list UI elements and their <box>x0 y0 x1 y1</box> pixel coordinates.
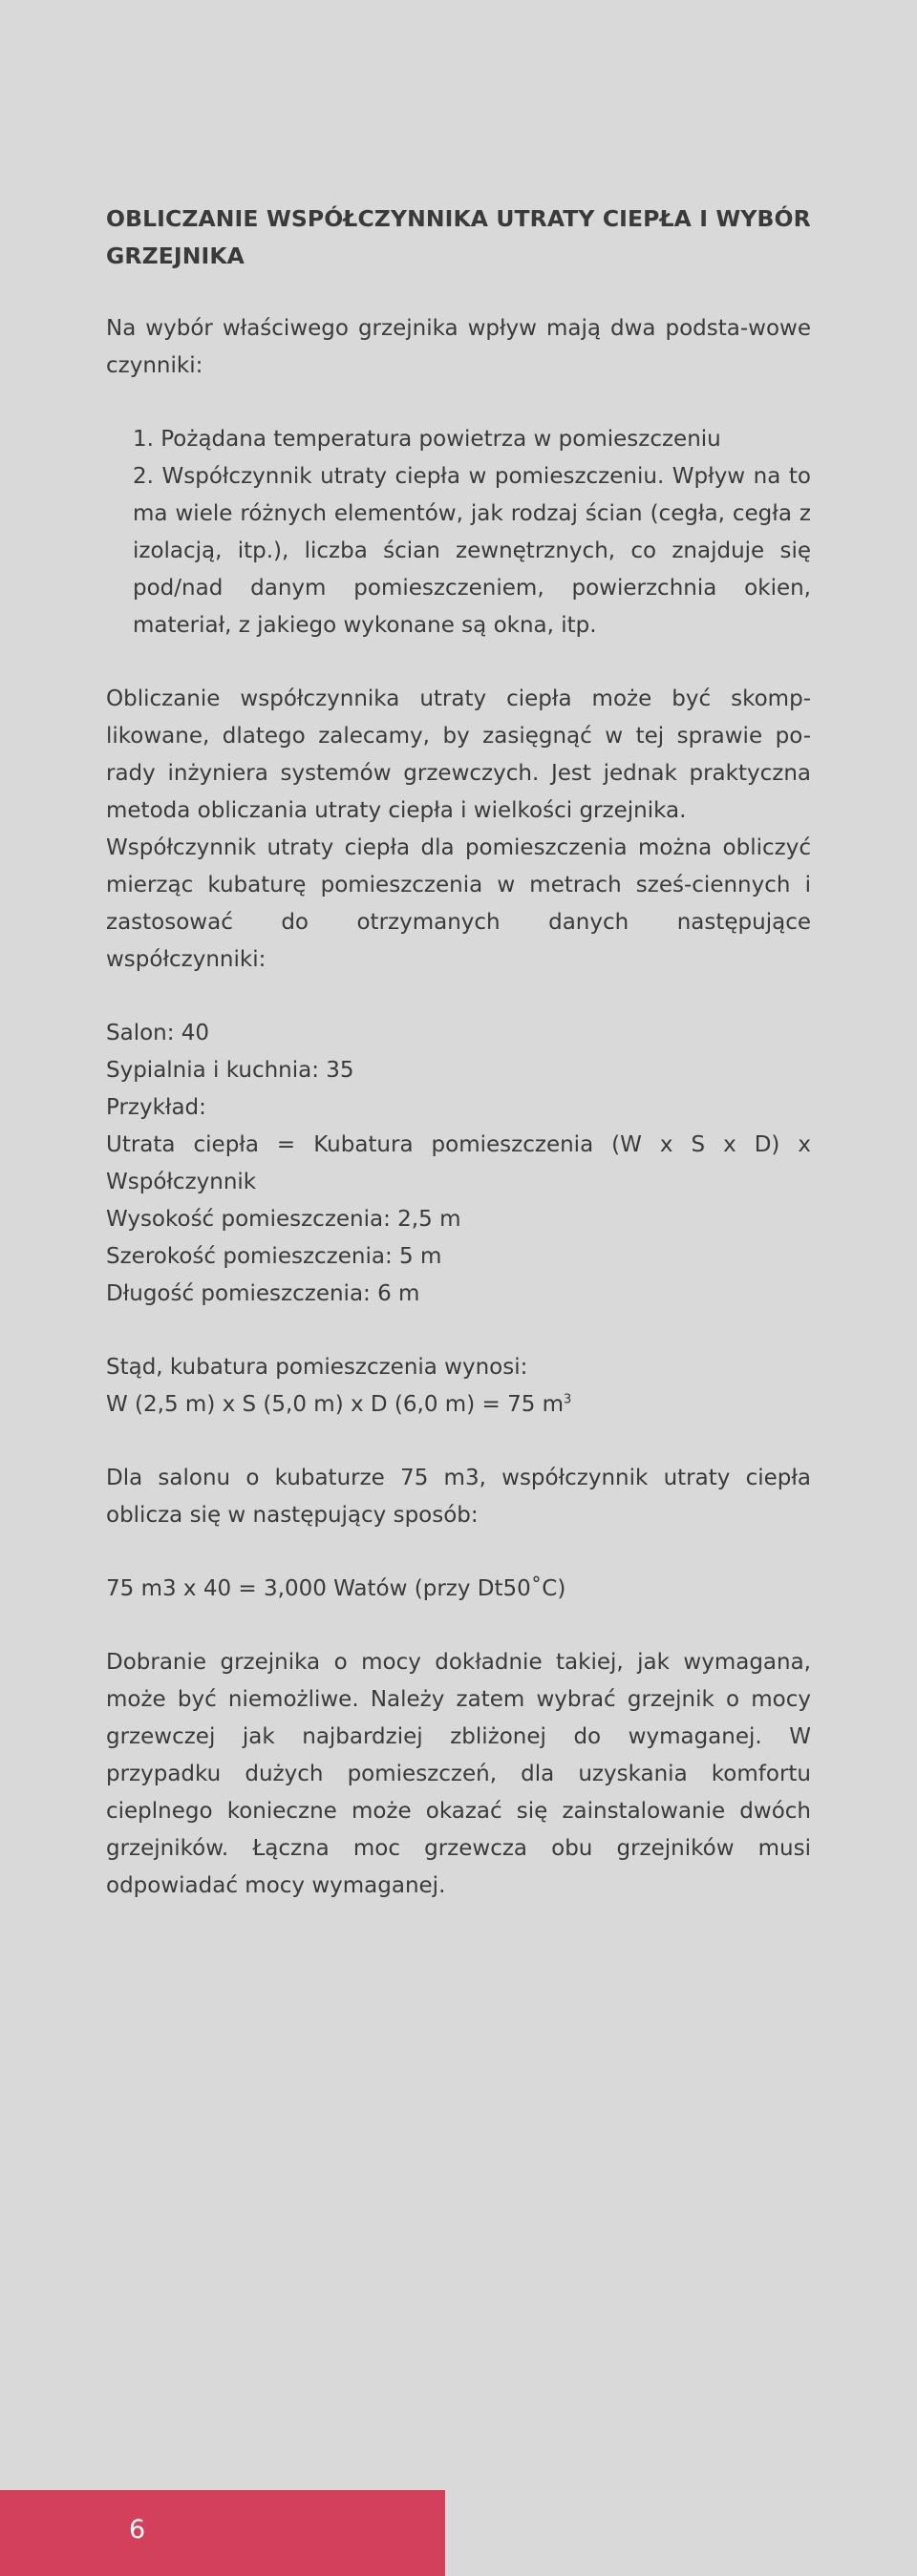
coefficients-list <box>106 1015 811 1313</box>
volume-exponent: 3 <box>564 1392 572 1407</box>
salon-result: 75 m3 x 40 = 3,000 Watów (przy Dt50˚C) <box>106 1576 566 1601</box>
factors-list <box>106 421 811 644</box>
volume-calculation <box>106 1386 811 1424</box>
factor-item-1: 1. Pożądana temperatura powietrza w pomieszczeniu <box>133 427 721 452</box>
salon-calc-paragraph: Dla salonu o kubaturze 75 m3, współczynnik utraty ciepła oblicza się w następujący sposób: <box>106 1466 811 1528</box>
page-title: OBLICZANIE WSPÓŁCZYNNIKA UTRATY CIEPŁA I WYBÓR GRZEJNIKA <box>106 205 811 269</box>
volume-calc-text: W (2,5 m) x S (5,0 m) x D (6,0 m) = 75 m <box>106 1392 565 1417</box>
volume-intro: Stąd, kubatura pomieszczenia wynosi: <box>106 1355 528 1380</box>
example-label: Przykład: <box>106 1095 206 1120</box>
factor-item-2: 2. Współczynnik utraty ciepła w pomieszczeniu. Wpływ na to ma wiele różnych elementów, jak rodzaj ścian (cegła, cegła z izolacją, itp.), liczba ścian zewnętrznych, co znajduje się pod/nad danym pomieszczeniem, powierzchnia okien, materiał, z jakiego wykonane są okna, itp. <box>133 464 811 638</box>
coefficient-salon: Salon: 40 <box>106 1021 210 1045</box>
page-number: 6 <box>129 2515 146 2544</box>
conclusion-paragraph: Dobranie grzejnika o mocy dokładnie takiej, jak wymagana, może być niemożliwe. Należy zatem wybrać grzejnik o mocy grzewczej jak najbardziej zbliżonej do wymaganej. W przypadku dużych pomieszczeń, dla uzyskania komfortu cieplnego konieczne może okazać się zainstalowanie dwóch grzejników. Łączna moc grzewcza obu grzejników musi odpowiadać mocy wymaganej. <box>106 1650 811 1898</box>
room-height: Wysokość pomieszczenia: 2,5 m <box>106 1207 461 1232</box>
volume-block <box>106 1349 811 1424</box>
coefficient-bedroom-kitchen: Sypialnia i kuchnia: 35 <box>106 1058 354 1083</box>
room-length: Długość pomieszczenia: 6 m <box>106 1281 420 1306</box>
calc-paragraph: Obliczanie współczynnika utraty ciepła może być skomp-likowane, dlatego zalecamy, by zasięgnąć w tej sprawie po-rady inżyniera systemów grzewczych. Jest jednak praktyczna metoda obliczania utraty ciepła i wielkości grzejnika. <box>106 686 811 823</box>
heat-loss-formula: Utrata ciepła = Kubatura pomieszczenia (W x S x D) x Współczynnik <box>106 1132 811 1194</box>
intro-paragraph: Na wybór właściwego grzejnika wpływ mają dwa podsta-wowe czynniki: <box>106 316 811 378</box>
page-content <box>106 201 811 1905</box>
room-width: Szerokość pomieszczenia: 5 m <box>106 1244 442 1269</box>
footer-bar <box>0 2490 445 2576</box>
method-paragraph: Współczynnik utraty ciepła dla pomieszczenia można obliczyć mierząc kubaturę pomieszczenia w metrach sześ-ciennych i zastosować do otrzymanych danych następujące współczynniki: <box>106 835 811 972</box>
